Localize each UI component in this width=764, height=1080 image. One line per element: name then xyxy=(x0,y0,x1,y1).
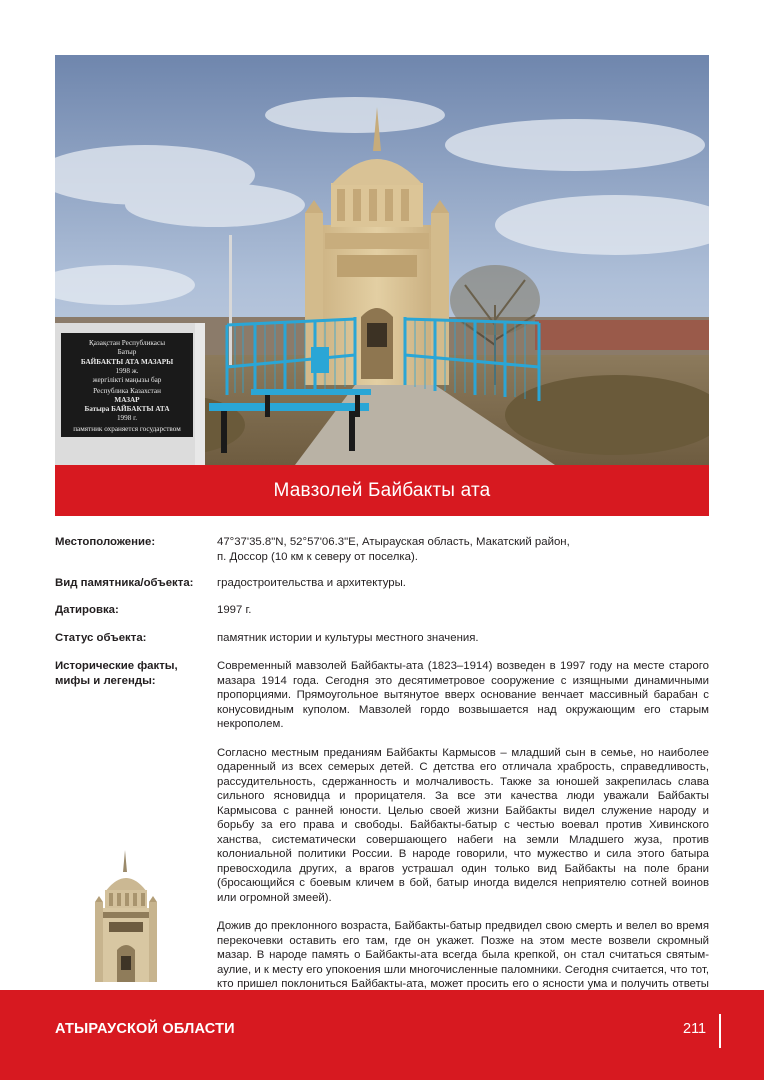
mausoleum-thumbnail xyxy=(85,846,167,986)
location-value xyxy=(217,535,709,564)
footer-divider xyxy=(719,1014,721,1048)
sign-line: МАЗАР xyxy=(114,396,140,404)
type-label: Вид памятника/объекта: xyxy=(55,577,194,589)
history-paragraph: Дожив до преклонного возраста, Байбакты-батыр предвидел свою смерть и велел во время перекочевки оставить его там, где он укажет. Позже на этом месте возвели скромный мазар. В народе память о Байбакты-ата всегда была крепкой, он стал считаться святым-аулие, и к месту его упокоения шли многочисленные паломники. Сегодня считается, что тот, кто пришел поклониться Байбакты-ата, может просить его о ясности ума и получить ответы xyxy=(217,920,709,990)
history-paragraph: Современный мавзолей Байбакты-ата (1823–1914) возведен в 1997 году на месте старого мазара 1914 года. Сегодня это десятиметровое сооружение с изящными динамичными пропорциями. Прямоугольное вытянутое вверх основание венчает массивный барабан с конусовидным куполом. Мавзолей гордо возвышается над окружающим его старым некрополем. xyxy=(217,660,709,730)
history-label-line-1: Исторические факты, xyxy=(55,660,178,672)
sign-line: жергілікті маңызы бар xyxy=(92,376,162,384)
sign-line: Батыра БАЙБАКТЫ АТА xyxy=(84,405,170,413)
title-band xyxy=(55,465,709,516)
mausoleum-photo xyxy=(55,55,709,465)
footer-band xyxy=(0,990,764,1080)
page-number: 211 xyxy=(683,1021,707,1037)
history-text xyxy=(217,659,709,1006)
location-label: Местоположение: xyxy=(55,536,156,548)
status-value: памятник истории и культуры местного значения. xyxy=(217,632,479,644)
sign-line: Республика Казахстан xyxy=(93,387,161,395)
sign-line: Қазақстан Республикасы xyxy=(88,339,166,347)
status-label: Статус объекта: xyxy=(55,632,147,644)
history-label-line-2: мифы и легенды: xyxy=(55,674,156,687)
sign-line: 1998 г. xyxy=(116,414,138,422)
dating-value: 1997 г. xyxy=(217,604,252,616)
sign-line: 1998 ж. xyxy=(115,367,139,375)
history-paragraph: Согласно местным преданиям Байбакты Кармысов – младший сын в семье, но наиболее одаренный из всех семерых детей. С детства его отличала храбрость, справедливость, рассудительность, сдержанность и молчаливость. Также за юношей закрепилась слава сильного ясновидца и прорицателя. За все эти качества люди уважали Байбакты Кармысова с ранней юности. Целью своей жизни Байбакты видел служение народу и борьбу за его права и свободы. Байбакты-батыр с честью воевал против Хивинского ханства, систематически совершающего набеги на земли Младшего жуза, против колониальной политики России. В народе говорили, что мужество и сила этого батыра превосходила других, а врагов устрашал один только вид Байбакты на поле брани (бросающийся с боевым кличем в бой, батыр иногда виделся неприятелю сотней воинов или огромной змеей). xyxy=(217,746,709,904)
region-name: АТЫРАУСКОЙ ОБЛАСТИ xyxy=(55,1021,235,1037)
sign-line: памятник охраняется государством xyxy=(73,425,181,433)
history-label xyxy=(55,659,205,688)
sign-line: БАЙБАКТЫ АТА МАЗАРЫ xyxy=(80,358,174,366)
location-line-2: п. Доссор (10 км к северу от поселка). xyxy=(217,550,418,563)
monument-title: Мавзолей Байбакты ата xyxy=(273,479,491,501)
location-line-1: 47°37'35.8"N, 52°57'06.3"E, Атырауская область, Макатский район, xyxy=(217,536,570,548)
dating-label: Датировка: xyxy=(55,604,119,616)
sign-line: Батыр xyxy=(117,348,137,356)
type-value: градостроительства и архитектуры. xyxy=(217,577,406,589)
